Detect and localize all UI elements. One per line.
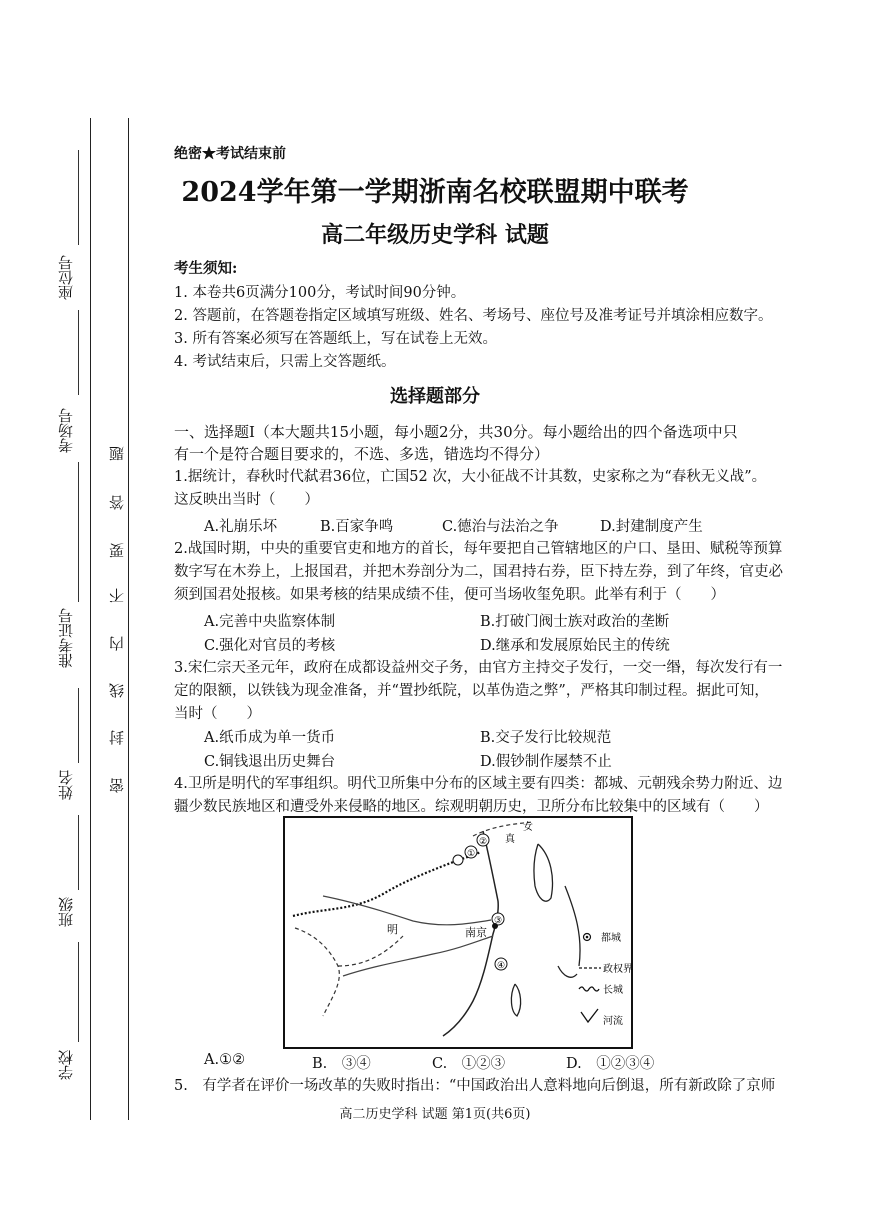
map-marker-1: ①	[467, 849, 476, 859]
page-title: 2024学年第一学期浙南名校联盟期中联考	[181, 177, 689, 208]
section-title: 选择题部分	[390, 386, 480, 407]
q3-option-d[interactable]: D.假钞制作屡禁不止	[480, 754, 612, 770]
map-label-ming: 明	[387, 923, 398, 936]
instruction-item: 2. 答题前，在答题卷指定区域填写班级、姓名、考场号、座位号及准考证号并填涂相应数字。	[174, 308, 773, 324]
map-label-nanjing: 南京	[465, 926, 487, 939]
map-marker-4: ④	[497, 961, 506, 971]
q3-option-b[interactable]: B.交子发行比较规范	[480, 730, 612, 746]
legend-boundary: 政权界	[603, 964, 633, 975]
field-name: 姓名	[57, 770, 75, 800]
instructions-heading: 考生须知:	[174, 260, 238, 277]
field-seat-number: 座位号	[57, 255, 75, 300]
legend-river: 河流	[603, 1016, 623, 1027]
field-name-line[interactable]	[78, 815, 79, 890]
instruction-item: 1. 本卷共6页满分100分，考试时间90分钟。	[174, 285, 466, 301]
q2-option-a[interactable]: A.完善中央监察体制	[204, 614, 336, 630]
field-class-line[interactable]	[78, 942, 79, 1042]
q4-option-c[interactable]: C. ①②③	[432, 1056, 506, 1072]
seal-char: 封	[108, 730, 126, 745]
q2-option-d[interactable]: D.继承和发展原始民主的传统	[480, 638, 670, 654]
legend-great-wall: 长城	[603, 985, 623, 996]
q4-option-d[interactable]: D. ①②③④	[566, 1056, 655, 1072]
question-2-text: 须到国君处报核。如果考核的结果成绩不佳，便可当场收玺免职。此举有利于（ ）	[174, 587, 725, 603]
map-marker-3: ③	[494, 916, 503, 926]
field-ticket-number: 准考证号	[57, 608, 75, 668]
q1-option-a[interactable]: A.礼崩乐坏	[204, 519, 278, 535]
q2-option-b[interactable]: B.打破门阀士族对政治的垄断	[480, 614, 670, 630]
page-subtitle: 高二年级历史学科 试题	[321, 222, 549, 248]
map-label-zhen: 真	[505, 834, 515, 845]
q1-option-b[interactable]: B.百家争鸣	[320, 519, 394, 535]
seal-char: 线	[108, 683, 126, 698]
legend-capital: 都城	[601, 933, 621, 944]
question-4-text: 4.卫所是明代的军事组织。明代卫所集中分布的区域主要有四类：都城、元朝残余势力附近、边	[174, 776, 783, 792]
q3-option-c[interactable]: C.铜钱退出历史舞台	[204, 754, 336, 770]
ming-weisuo-map	[283, 816, 633, 1049]
field-exam-room-line[interactable]	[78, 462, 79, 602]
question-3-text: 定的限额，以铁钱为现金准备，并“置抄纸院，以革伪造之弊”，严格其印制过程。据此可知，	[174, 683, 769, 699]
map-marker-2: ②	[479, 837, 488, 847]
question-1-text: 这反映出当时（ ）	[174, 492, 319, 508]
q1-option-c[interactable]: C.德治与法治之争	[442, 519, 559, 535]
question-3-text: 当时（ ）	[174, 706, 261, 722]
map-label-nuzhen: 女	[523, 822, 533, 833]
question-4-text: 疆少数民族地区和遭受外来侵略的地区。综观明朝历史，卫所分布比较集中的区域有（ ）	[174, 799, 769, 815]
margin-line-inner	[128, 118, 129, 1120]
part1-intro: 有一个是符合题目要求的，不选、多选，错选均不得分）	[174, 445, 550, 463]
field-exam-room: 考场号	[57, 408, 75, 453]
margin-line-outer	[90, 118, 91, 1120]
instruction-item: 4. 考试结束后，只需上交答题纸。	[174, 354, 396, 370]
question-1-text: 1.据统计，春秋时代弑君36位，亡国52 次，大小征战不计其数，史家称之为“春秋无义战”。	[174, 469, 767, 485]
field-school: 学校	[57, 1050, 75, 1080]
seal-char: 内	[108, 636, 126, 651]
q3-option-a[interactable]: A.纸币成为单一货币	[204, 730, 336, 746]
field-class: 班级	[57, 897, 75, 927]
instruction-item: 3. 所有答案必须写在答题纸上，写在试卷上无效。	[174, 331, 497, 347]
field-ticket-number-line[interactable]	[78, 688, 79, 763]
seal-char: 不	[108, 588, 126, 603]
secret-mark: 绝密★考试结束前	[174, 146, 286, 162]
question-2-text: 2.战国时期，中央的重要官吏和地方的首长，每年要把自己管辖地区的户口、垦田、赋税等预算	[174, 541, 783, 557]
page-footer: 高二历史学科 试题 第1页(共6页)	[339, 1107, 531, 1122]
question-2-text: 数字写在木券上，上报国君，并把木券剖分为二，国君持右券，臣下持左券，到了年终，官吏必	[174, 564, 783, 580]
seal-char: 密	[108, 778, 126, 793]
q2-option-c[interactable]: C.强化对官员的考核	[204, 638, 336, 654]
q4-option-a[interactable]: A.①②	[204, 1052, 246, 1068]
seal-char: 答	[108, 495, 126, 510]
question-5-text: 5. 有学者在评价一场改革的失败时指出：“中国政治出人意料地向后倒退，所有新政除了京师	[174, 1078, 776, 1094]
q4-option-b[interactable]: B. ③④	[312, 1056, 371, 1072]
q1-option-d[interactable]: D.封建制度产生	[600, 519, 703, 535]
seal-char: 题	[108, 446, 126, 461]
part1-intro: 一、选择题Ⅰ（本大题共15小题，每小题2分，共30分。每小题给出的四个备选项中只	[174, 423, 738, 441]
seal-char: 要	[108, 543, 126, 558]
question-3-text: 3.宋仁宗天圣元年，政府在成都设益州交子务，由官方主持交子发行，一交一缗，每次发行有一	[174, 660, 783, 676]
